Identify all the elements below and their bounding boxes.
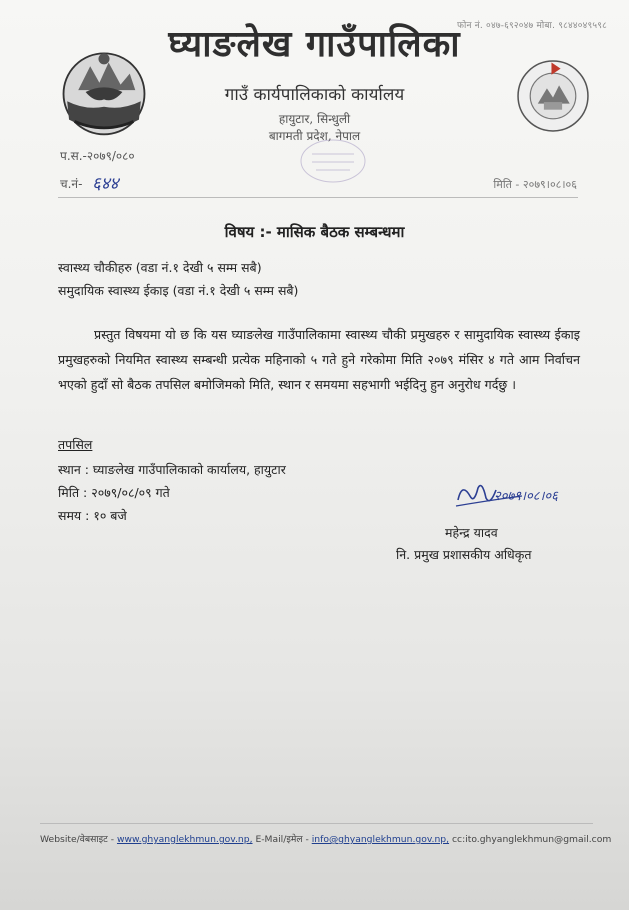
signer-title: नि. प्रमुख प्रशासकीय अधिकृत [396,547,532,562]
municipality-seal-icon [515,58,591,134]
chalani-label: च.नं- [60,177,83,191]
signature-icon [452,470,572,518]
footer [40,832,612,845]
address-line-2: बागमती प्रदेश, नेपाल [268,129,361,143]
chalani-number: ६४४ [92,174,119,194]
email-label: E-Mail/इमेल - [255,834,309,845]
signer-name: महेन्द्र यादव [445,525,498,540]
details-date: मिति : २०७९/०८/०९ गते [58,485,170,500]
municipality-title: घ्याङलेख गाउँपालिका [168,23,461,65]
recipient-line: समुदायिक स्वास्थ्य ईकाइ (वडा नं.१ देखी ५ सम्म सबै) [58,283,299,298]
subject-line: विषय :- मासिक बैठक सम्बन्धमा [224,223,405,241]
details-heading: तपसिल [58,437,93,452]
cc-email: cc:ito.ghyanglekhmun@gmail.com [451,834,612,845]
header-divider [58,197,578,198]
email-link[interactable]: info@ghyanglekhmun.gov.np, [311,834,450,845]
phone-line: फोन नं. ०४७-६९२०४७ मोबा. ९८४४०४९५९८ [457,21,607,31]
address-line-1: हायुटार, सिन्धुली [278,112,351,126]
footer-divider [40,823,593,824]
recipient-line: स्वास्थ्य चौकीहरु (वडा नं.१ देखी ५ सम्म सबै) [58,260,262,275]
website-label: Website/वेबसाइट - [40,834,115,845]
website-link[interactable]: www.ghyanglekhmun.gov.np, [116,834,253,845]
patra-sankhya: प.स.-२०७९/०८० [60,149,135,163]
details-place: स्थान : घ्याङलेख गाउँपालिकाको कार्यालय, हायुटार [58,462,286,477]
letter-date: मिति - २०७९।०८।०६ [493,178,577,191]
signature-date: २०७९।०८।०६ [494,489,558,504]
office-stamp-icon [298,138,368,184]
details-time: समय : १० बजे [58,508,127,523]
office-subtitle: गाउँ कार्यपालिकाको कार्यालय [224,85,405,105]
body-paragraph: प्रस्तुत विषयमा यो छ कि यस घ्याङलेख गाउँपालिकामा स्वास्थ्य चौकी प्रमुखहरु र सामुदायिक स्वास्थ्य ईकाइ प्रमुखहरुको नियमित स्वास्थ्य सम्बन्धी प्रत्येक महिनाको ५ गते हुने गरेकोमा मिति २०७९ मंसिर ४ गते आम निर्वाचन भएको हुदाँ सो बैठक तपसिल बमोजिमको मिति, स्थान र समयमा सहभागी भईदिनु हुन अनुरोध गर्दछु । [58,327,580,392]
